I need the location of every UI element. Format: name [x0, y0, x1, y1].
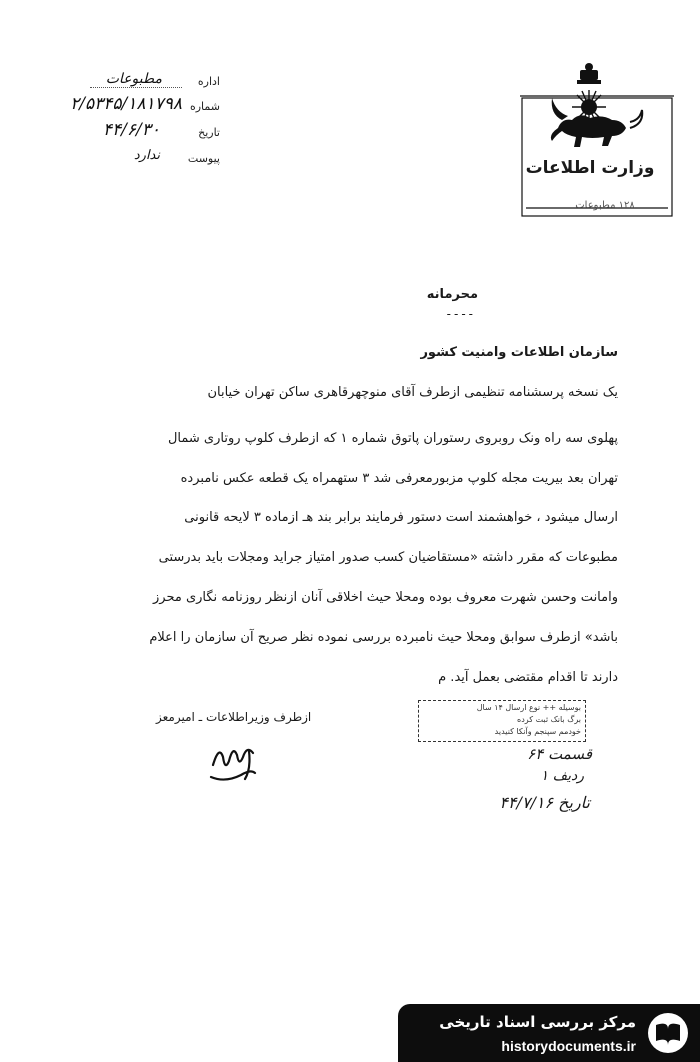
book-logo-icon	[646, 1011, 690, 1055]
annotation-date: تاریخ ۴۴/۷/۱۶	[499, 793, 590, 812]
field-value-attachment: ندارد	[133, 148, 160, 163]
stamp-line: برگ بانک ثبت کرده	[517, 715, 581, 724]
field-value-office: مطبوعات	[105, 71, 162, 87]
watermark-title: مرکز بررسی اسناد تاریخی	[439, 1013, 636, 1031]
body-line: مطبوعات که مقرر داشته «مستقاضیان کسب صدور امتیاز جراید ومجلات باید بدرستی	[158, 550, 618, 565]
watermark	[398, 1004, 700, 1062]
field-row-attachment	[30, 146, 220, 170]
field-row-date	[30, 120, 220, 144]
field-label-attachment: پیوست	[187, 152, 220, 165]
field-label-number: شماره	[189, 100, 220, 113]
watermark-url: historydocuments.ir	[501, 1038, 636, 1054]
body-line: ارسال میشود ، خواهشمند است دستور فرمایند برابر بند هـ ازماده ۳ لایحه قانونی	[184, 510, 618, 525]
addressee: سازمان اطلاعات وامنیت کشور	[420, 345, 618, 360]
field-value-number: ۲/۵۳۴۵/۱۸۱۷۹۸	[70, 94, 182, 114]
field-value-date: ۴۴/۶/۳۰	[102, 120, 160, 140]
field-label-date: تاریخ	[198, 126, 220, 139]
signature-label: ازطرف وزیراطلاعات ـ امیرمعز	[156, 710, 312, 724]
annotation-row: ردیف ۱	[540, 768, 584, 784]
field-row-office	[30, 70, 220, 92]
body-line: باشد» ازطرف سوابق ومحلا حیث نامبرده بررسی نموده نظر صریح آن سازمان را اعلام	[149, 630, 618, 645]
signature-scribble-icon	[205, 735, 285, 790]
field-row-number	[30, 94, 220, 118]
classification-rule: ----	[446, 307, 476, 321]
dispatch-stamp	[418, 700, 586, 742]
field-label-office: اداره	[197, 75, 220, 88]
body-line: دارند تا اقدام مقتضی بعمل آید. م	[438, 670, 618, 685]
annotation-section: قسمت ۶۴	[527, 745, 592, 763]
stamp-line: خودمم سپنجم وآنکا کنیدید	[494, 727, 581, 736]
classification-label: محرمانه	[426, 287, 478, 302]
body-line: وامانت وحسن شهرت معروف بوده ومحلا حیث اخلاقی آنان ازنظر روزنامه نگاری محرز	[153, 590, 618, 605]
body-line: پهلوی سه راه ونک روبروی رستوران پاتوق شماره ۱ که ازطرف کلوپ روتاری شمال	[167, 431, 618, 446]
signature	[205, 735, 285, 790]
ministry-subtitle: ۱۲۸ مطبوعات	[575, 200, 635, 211]
body-line: تهران بعد بیریت مجله کلوپ مزبورمعرفی شد ۳ ستهمراه یک قطعه عکس نامبرده	[180, 471, 618, 486]
ministry-name: وزارت اطلاعات	[525, 158, 655, 178]
header-fields	[30, 70, 220, 170]
body-line: یک نسخه پرسشنامه تنظیمی ازطرف آقای منوچهرقاهری ساکن تهران خیابان	[207, 385, 618, 400]
stamp-line: بوسیله ++ نوع ارسال ۱۴ سال	[476, 703, 581, 712]
